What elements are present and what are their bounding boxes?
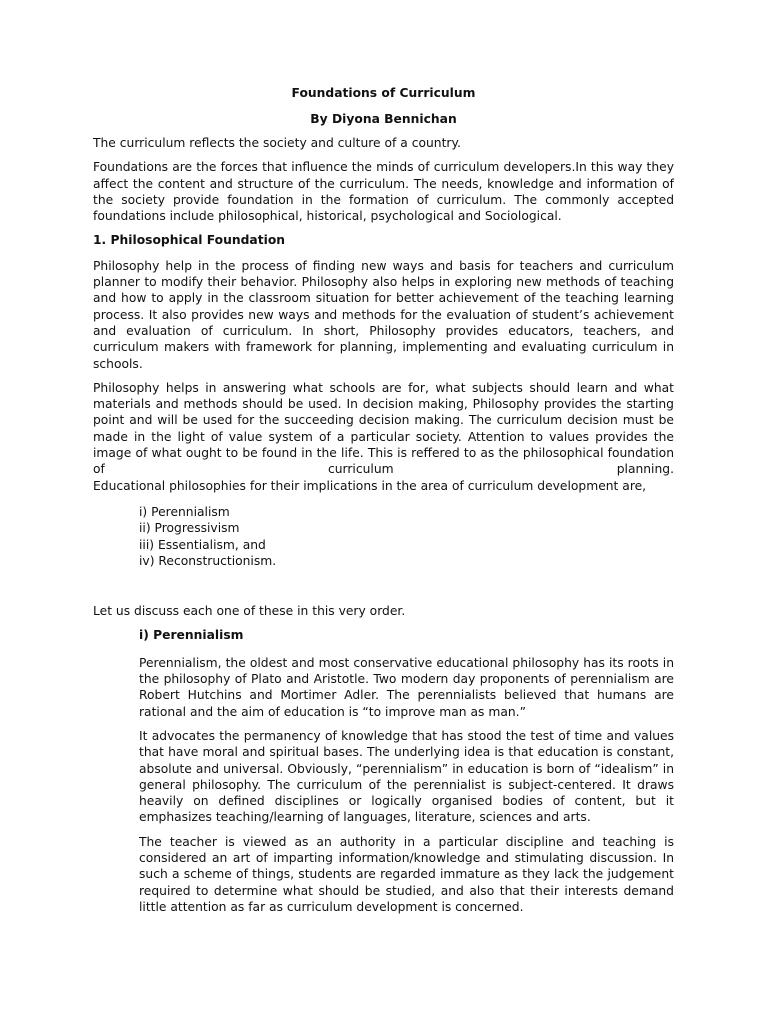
- subheading-perennialism: i) Perennialism: [139, 628, 244, 643]
- perennialism-section: [93, 655, 674, 915]
- foundations-paragraph: Foundations are the forces that influence the minds of curriculum developers.In this way they affect the content and structure of the curriculum. The needs, knowledge and information of the society provide foundation in the formation of curriculum. The commonly accepted foundations include philosophical, historical, psychological and Sociological.: [93, 160, 674, 224]
- list-item: iv) Reconstructionism.: [139, 553, 277, 568]
- perennialism-paragraph-2: It advocates the permanency of knowledge that has stood the test of time and values that have moral and spiritual bases. The underlying idea is that education is constant, absolute and universal. Obviously, “perennialism” in education is born of “idealism” in general philosophy. The curriculum of the perennialist is subject-centered. It draws heavily on defined disciplines or logically organised bodies of content, but it emphasizes teaching/learning of languages, literature, sciences and arts.: [139, 728, 674, 825]
- intro-paragraph: The curriculum reflects the society and culture of a country.: [93, 136, 461, 150]
- philosophy-paragraph-3: Educational philosophies for their implications in the area of curriculum development are,: [93, 478, 647, 493]
- document-title: Foundations of Curriculum: [291, 86, 476, 100]
- section-heading-philosophical: 1. Philosophical Foundation: [93, 233, 286, 248]
- list-item: i) Perennialism: [139, 504, 230, 519]
- document-author: By Diyona Bennichan: [310, 112, 457, 126]
- philosophy-paragraph-1: Philosophy help in the process of finding new ways and basis for teachers and curriculum planner to modify their behavior. Philosophy also helps in exploring new methods of teaching and how to apply in the classroom situation for better achievement of the teaching learning process. It also provides new ways and methods for the evaluation of student’s achievement and evaluation of curriculum. In short, Philosophy provides educators, teachers, and curriculum makers with framework for planning, implementing and evaluating curriculum in schools.: [93, 258, 674, 371]
- discuss-line: Let us discuss each one of these in this very order.: [93, 604, 406, 619]
- philosophy-paragraph-2: Philosophy helps in answering what schools are for, what subjects should learn and what materials and methods should be used. In decision making, Philosophy provides the starting point and will be used for the succeeding decision making. The curriculum decision must be made in the light of value system of a particular society. Attention to values provides the image of what ought to be found in the life. This is reffered to as the philosophical foundation of curriculum planning.: [93, 380, 674, 477]
- perennialism-paragraph-1: Perennialism, the oldest and most conservative educational philosophy has its roots in the philosophy of Plato and Aristotle. Two modern day proponents of perennialism are Robert Hutchins and Mortimer Adler. The perennialists believed that humans are rational and the aim of education is “to improve man as man.”: [139, 655, 674, 719]
- list-item: iii) Essentialism, and: [139, 537, 266, 552]
- list-item: ii) Progressivism: [139, 521, 240, 536]
- philosophies-list: [139, 504, 674, 569]
- perennialism-paragraph-3: The teacher is viewed as an authority in a particular discipline and teaching is considered an art of imparting information/knowledge and stimulating discussion. In such a scheme of things, students are regarded immature as they lack the judgement required to determine what should be studied, and also that their interests demand little attention as far as curriculum development is concerned.: [139, 834, 674, 914]
